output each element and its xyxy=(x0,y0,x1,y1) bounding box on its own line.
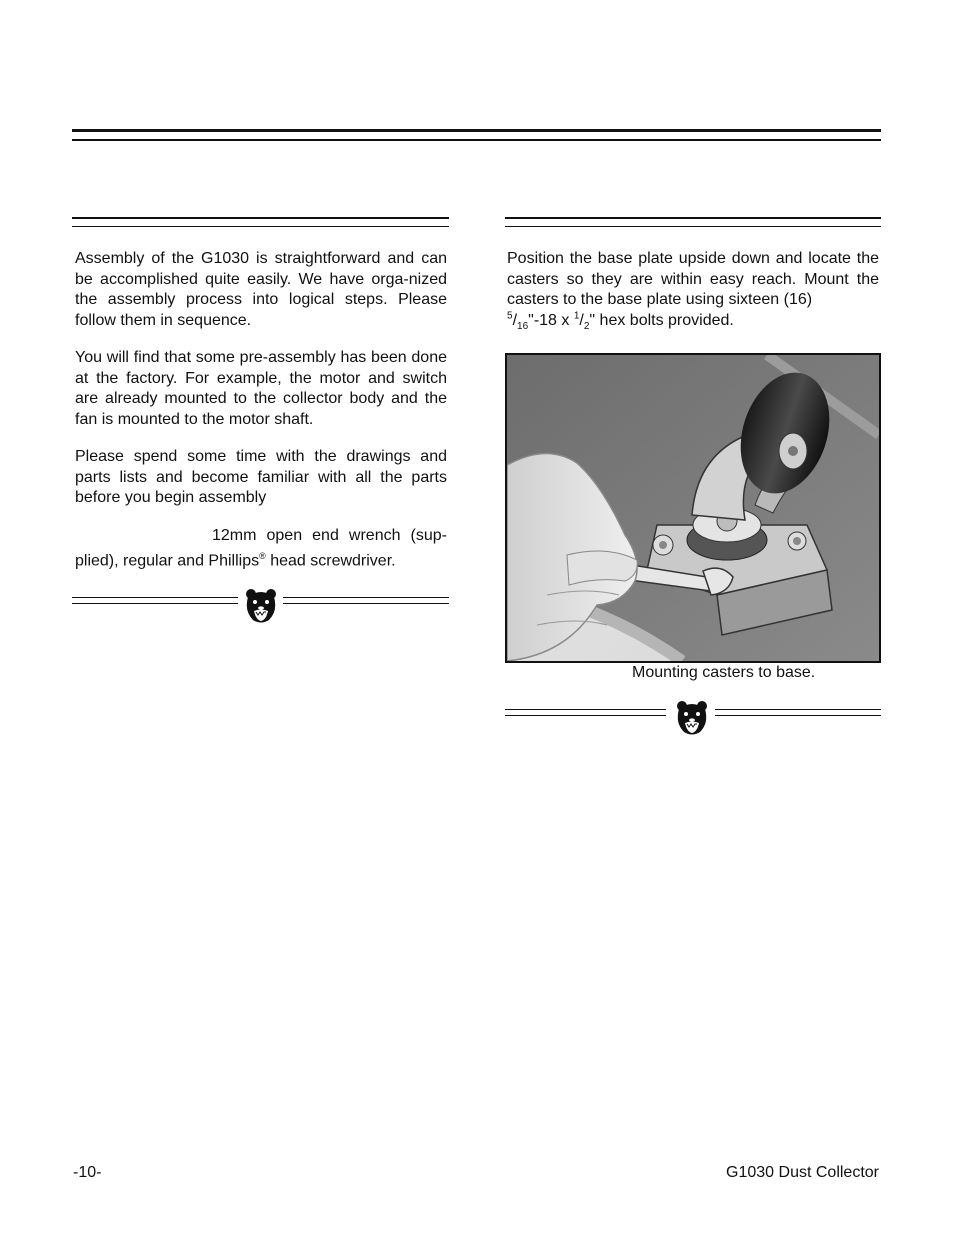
left-bear-divider xyxy=(72,597,449,621)
drawings-paragraph: Please spend some time with the drawings and parts lists and become familiar with all the parts before you begin assembly xyxy=(75,448,447,506)
document-title: G1030 Dust Collector xyxy=(726,1164,879,1181)
caster-photo-illustration xyxy=(507,355,879,661)
right-column xyxy=(507,249,879,348)
header-rule-top xyxy=(72,129,881,132)
header-rule-bottom xyxy=(72,139,881,141)
bolt-size-text: "-18 x xyxy=(528,311,574,329)
caster-mounting-photo xyxy=(505,353,881,663)
page-number: -10- xyxy=(73,1164,102,1181)
pre-assembly-paragraph: You will find that some pre-assembly has been done at the factory. For example, the motor and switch are already mounted to the collector body and the fan is mounted to the motor shaft. xyxy=(75,349,447,428)
right-section-rule xyxy=(505,217,881,219)
left-section-rule xyxy=(72,217,449,219)
casters-paragraph xyxy=(507,249,879,331)
tools-paragraph xyxy=(75,526,447,572)
intro-paragraph: Assembly of the G1030 is straightforward and can be accomplished quite easily. We have orga-nized the assembly process into logical steps. Please follow them in sequence. xyxy=(75,250,447,329)
right-section-rule-thin xyxy=(505,226,881,227)
registered-mark: ® xyxy=(259,551,266,561)
photo-caption: Mounting casters to base. xyxy=(632,664,816,681)
left-section-rule-thin xyxy=(72,226,449,227)
grizzly-bear-logo-icon xyxy=(243,587,279,625)
left-column xyxy=(75,249,447,589)
bolt-tail-text: " hex bolts provided. xyxy=(589,311,734,329)
bolt-length-fraction: $^1/_2$ xyxy=(573,310,590,332)
right-bear-divider xyxy=(505,709,881,733)
grizzly-bear-logo-icon xyxy=(674,699,710,737)
casters-text: Position the base plate upside down and locate the casters so they are within easy reach. Mount the casters to the base plate using sixteen (16) xyxy=(507,250,879,308)
tools-text-end: head screwdriver. xyxy=(265,552,396,570)
tools-text: 12mm open end wrench (sup-plied), regular and Phillips xyxy=(75,526,447,570)
bolt-size-fraction: $^5/_{16}$ xyxy=(507,310,529,332)
